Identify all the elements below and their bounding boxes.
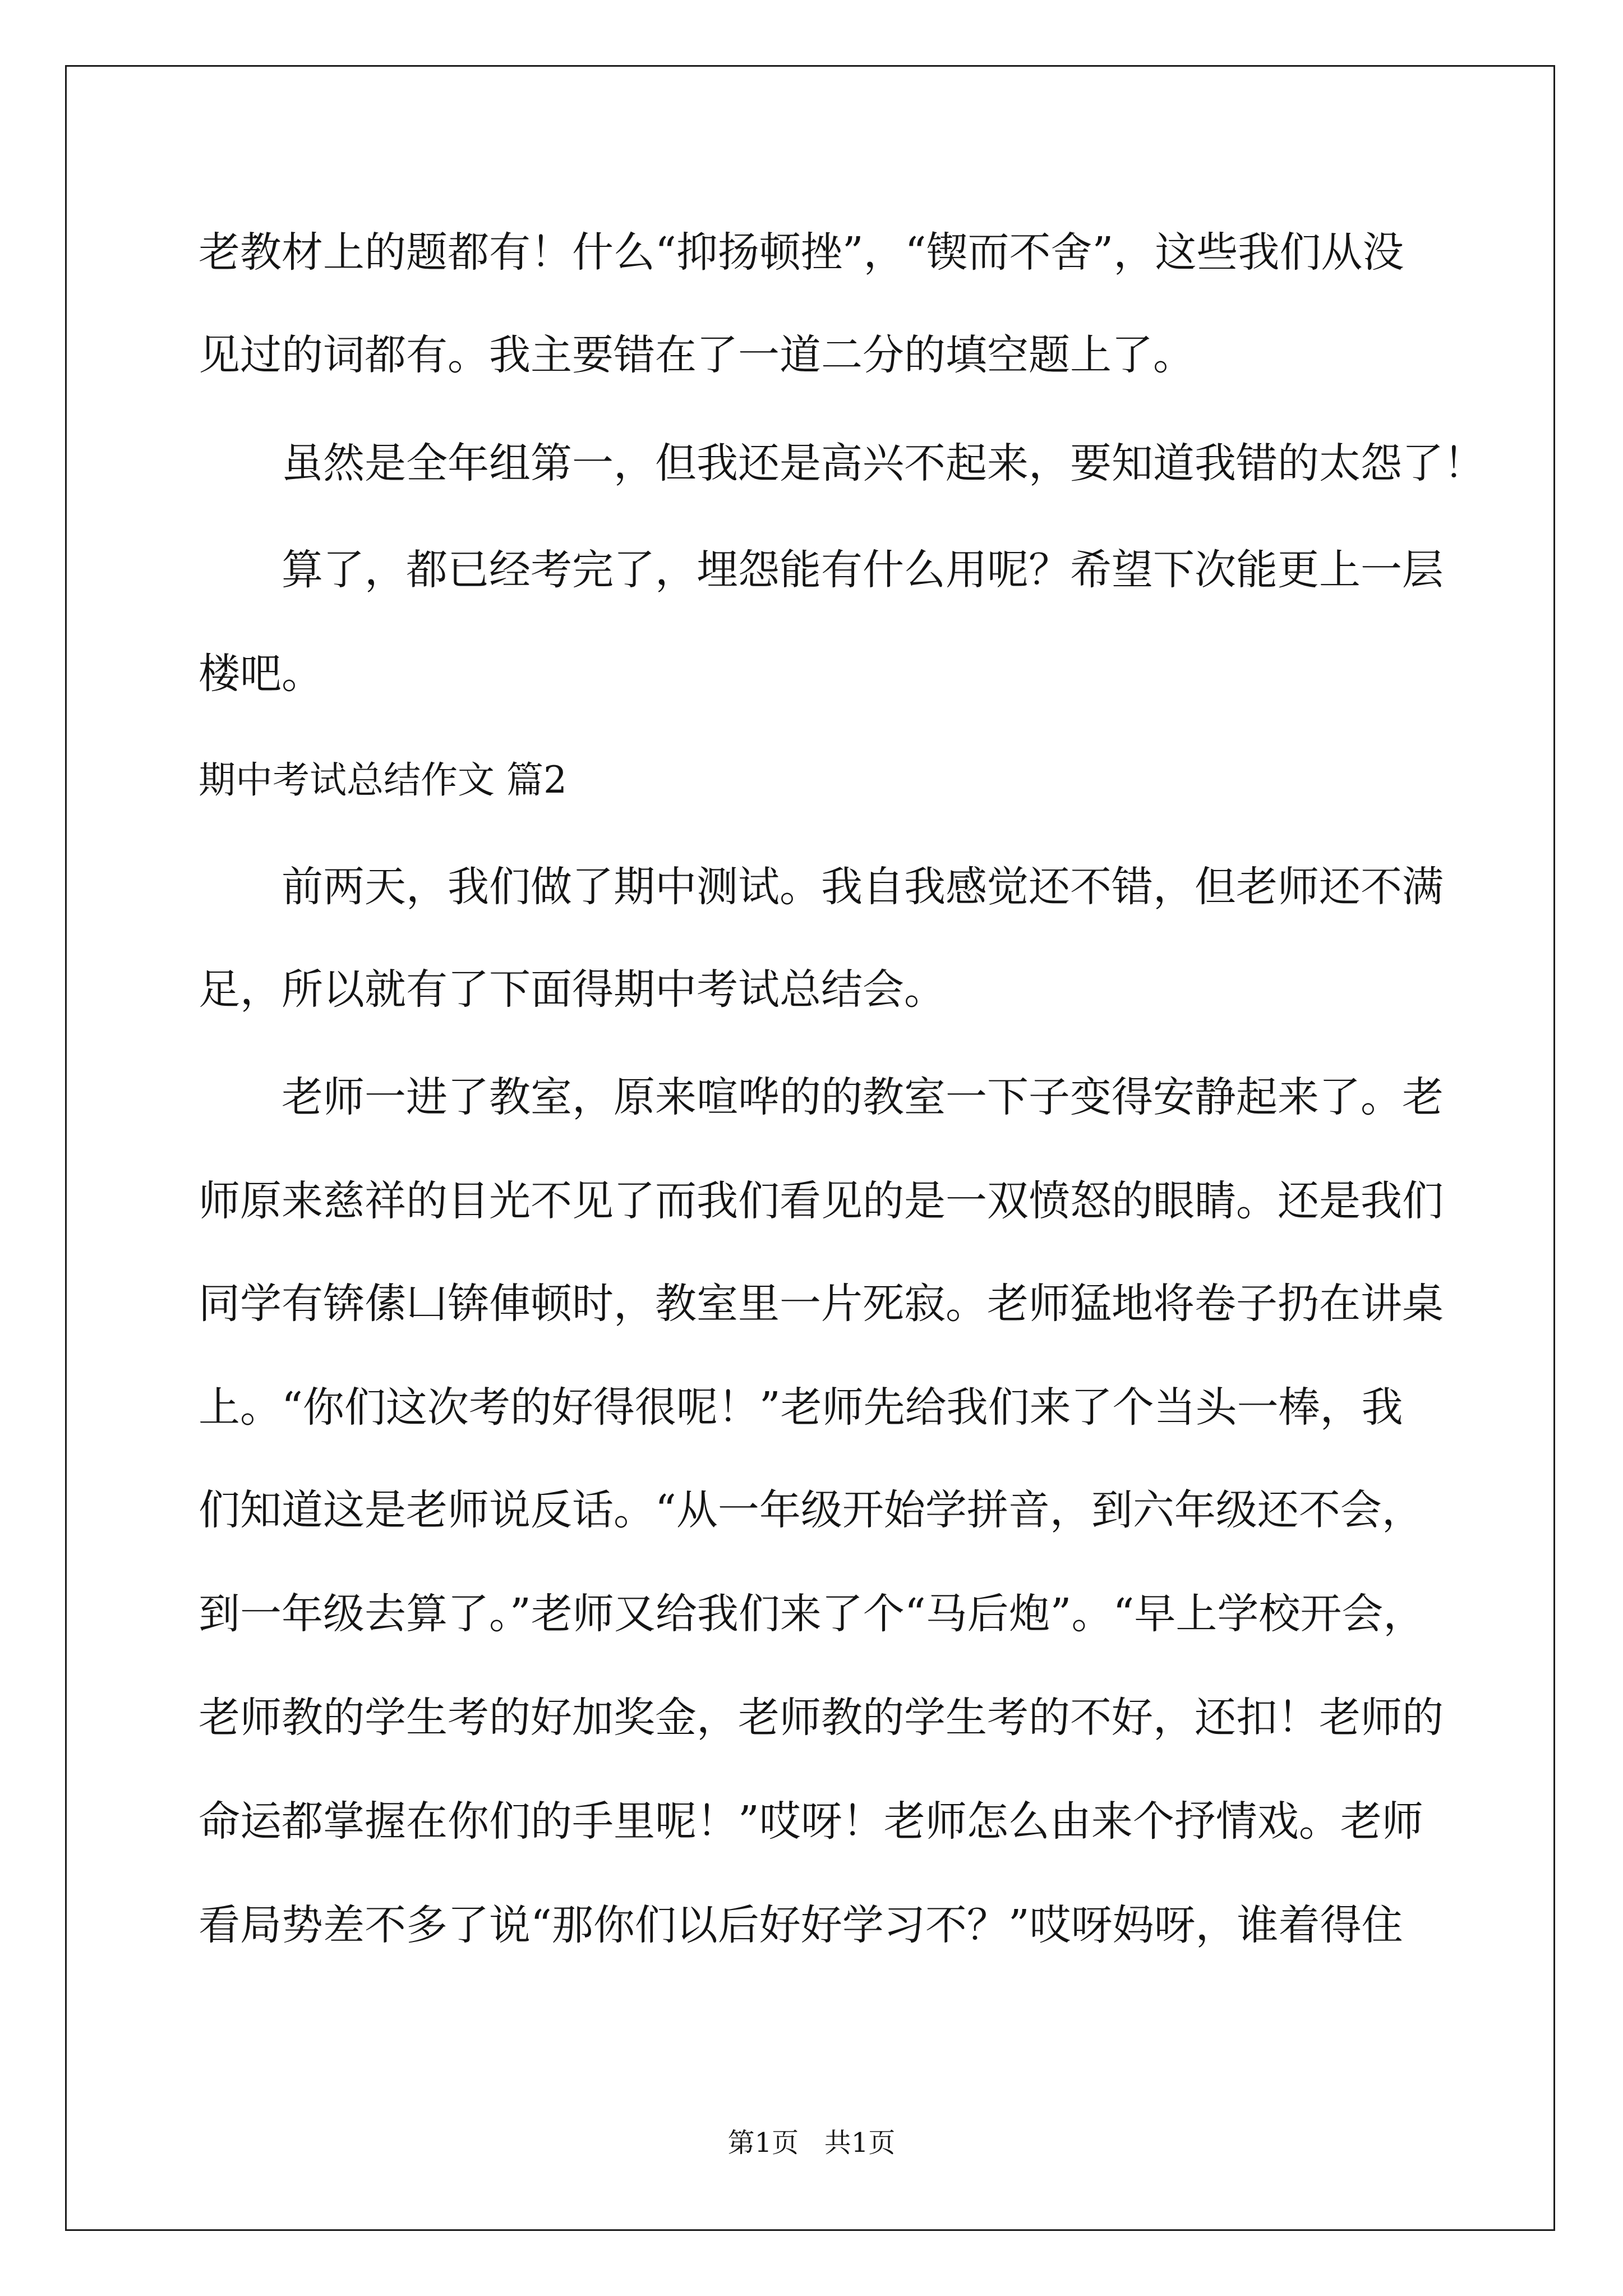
text-line-5: 楼吧。: [199, 650, 323, 698]
text-line-9: 老师一进了教室，原来喧哗的的教室一下子变得安静起来了。老: [282, 1073, 1444, 1121]
text-line-1: 老教材上的题都有！什么“抑扬顿挫”，“锲而不舍”，这些我们从没: [199, 228, 1404, 277]
text-line-17: 看局势差不多了说“那你们以后好好学习不？”哎呀妈呀，谁着得住: [199, 1901, 1403, 1949]
text-line-14: 到一年级去算了。”老师又给我们来了个“马后炮”。“早上学校开会，: [199, 1590, 1425, 1638]
text-line-10: 师原来慈祥的目光不见了而我们看见的是一双愤怒的眼睛。还是我们: [199, 1177, 1444, 1225]
text-line-12: 上。“你们这次考的好得很呢！”老师先给我们来了个当头一棒，我: [199, 1383, 1403, 1432]
text-line-15: 老师教的学生考的好加奖金，老师教的学生考的不好，还扣！老师的: [199, 1694, 1444, 1742]
text-line-7: 前两天，我们做了期中测试。我自我感觉还不错，但老师还不满: [282, 863, 1444, 911]
text-line-2: 见过的词都有。我主要错在了一道二分的填空题上了。: [199, 331, 1195, 379]
text-line-3: 虽然是全年组第一，但我还是高兴不起来，要知道我错的太怨了！: [282, 439, 1485, 487]
text-line-13: 们知道这是老师说反话。“从一年级开始学拼音，到六年级还不会，: [199, 1486, 1423, 1534]
section-heading: 期中考试总结作文 篇2: [199, 758, 567, 802]
text-line-16: 命运都掌握在你们的手里呢！”哎呀！老师怎么由来个抒情戏。老师: [199, 1797, 1423, 1846]
text-line-8: 足，所以就有了下面得期中考试总结会。: [199, 965, 946, 1014]
text-line-11: 同学有锛傃凵锛俥顿时，教室里一片死寂。老师猛地将卷子扔在讲桌: [199, 1280, 1444, 1328]
page-footer: 第1页 共1页: [727, 2127, 896, 2159]
text-line-4: 算了，都已经考完了，埋怨能有什么用呢？希望下次能更上一层: [282, 546, 1444, 594]
